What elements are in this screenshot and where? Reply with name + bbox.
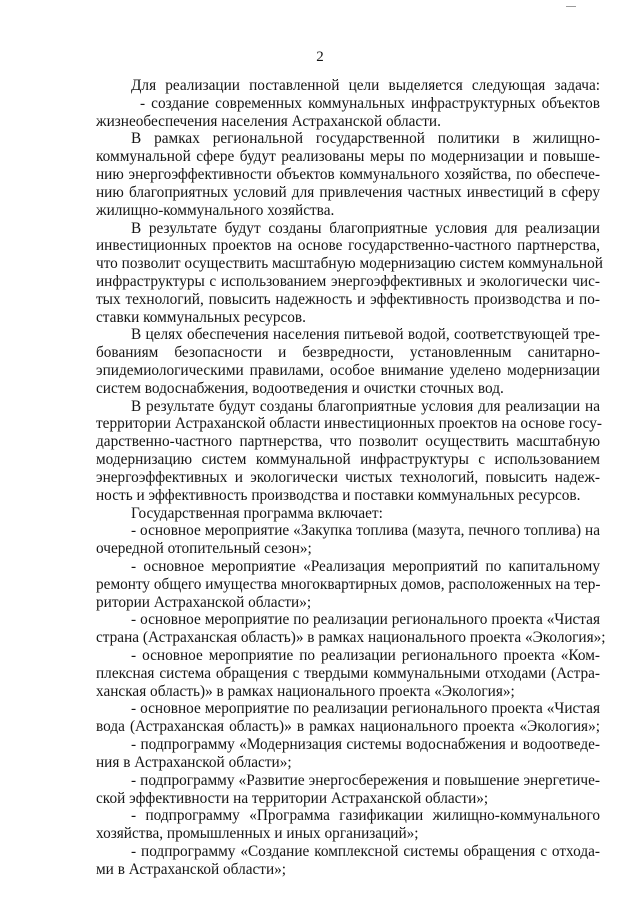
text-line: бованиям безопасности и безвредности, установленным санитарно-	[96, 344, 600, 362]
text-line: - подпрограмму «Модернизация системы водоснабжения и водоотведе-	[131, 736, 600, 754]
text-line: нию благоприятных условий для привлечения частных инвестиций в сферу	[96, 183, 600, 201]
text-line: - подпрограмму «Развитие энергосбережения и повышение энергетиче-	[131, 771, 600, 789]
text-line: хозяйства, промышленных и иных организаций»;	[96, 825, 419, 843]
text-line: - основное мероприятие по реализации регионального проекта «Чистая	[131, 700, 600, 718]
text-line: - подпрограмму «Создание комплексной системы обращения с отхода-	[131, 842, 600, 860]
text-line: вода (Астраханская область)» в рамках национального проекта «Экология»;	[96, 718, 600, 736]
text-line: В результате будут созданы благоприятные условия для реализации	[131, 219, 600, 237]
text-line: В целях обеспечения населения питьевой водой, соответствующей тре-	[131, 326, 600, 344]
text-line: ми в Астраханской области»;	[96, 860, 287, 878]
text-line: - основное мероприятие «Закупка топлива (мазута, печного топлива) на	[131, 522, 600, 540]
text-line: инвестиционных проектов на основе государственно-частного партнерства,	[96, 237, 600, 255]
text-line: В результате будут созданы благоприятные условия для реализации на	[131, 397, 600, 415]
scan-mark	[566, 6, 576, 7]
text-line: - создание современных коммунальных инфраструктурных объектов	[140, 94, 600, 112]
text-line: дарственно-частного партнерства, что позволит осуществить масштабную	[96, 433, 600, 451]
text-line: очередной отопительный сезон»;	[96, 540, 312, 558]
text-line: - подпрограмму «Программа газификации жилищно-коммунального	[131, 807, 600, 825]
text-line: систем водоснабжения, водоотведения и очистки сточных вод.	[96, 379, 504, 397]
text-line: В рамках региональной государственной политики в жилищно-	[131, 130, 600, 148]
text-line: ритории Астраханской области»;	[96, 593, 312, 611]
text-line: ставки коммунальных ресурсов.	[96, 308, 306, 326]
text-line: ской эффективности на территории Астраханской области»;	[96, 789, 489, 807]
text-line: - основное мероприятие по реализации регионального проекта «Чистая	[131, 611, 600, 629]
text-line: жизнеобеспечения населения Астраханской области.	[96, 112, 441, 130]
text-line: страна (Астраханская область)» в рамках национального проекта «Экология»;	[96, 629, 606, 647]
text-line: ханская область)» в рамках национального проекта «Экология»;	[96, 682, 515, 700]
text-line: жилищно-коммунального хозяйства.	[96, 201, 335, 219]
text-line: ремонту общего имущества многоквартирных домов, расположенных на тер-	[96, 575, 601, 593]
body-text	[96, 77, 606, 879]
text-line: Для реализации поставленной цели выделяется следующая задача:	[131, 77, 600, 94]
text-line: Государственная программа включает:	[131, 504, 383, 522]
text-line: энергоэффективных и экологически чистых технологий, повысить надеж-	[96, 468, 600, 486]
page-number: 2	[316, 49, 324, 65]
text-line: модернизацию систем коммунальной инфраструктуры с использованием	[96, 451, 600, 469]
text-line: ность и эффективность производства и поставки коммунальных ресурсов.	[96, 486, 581, 504]
text-line: что позволит осуществить масштабную модернизацию систем коммунальной	[96, 255, 603, 273]
text-line: - основное мероприятие «Реализация мероприятий по капитальному	[131, 557, 600, 575]
text-line: эпидемиологическими правилами, особое внимание уделено модернизации	[96, 362, 600, 379]
text-line: нию энергоэффективности объектов коммунального хозяйства, по обеспече-	[96, 166, 600, 184]
text-line: плексная система обращения с твердыми коммунальными отходами (Астра-	[96, 664, 600, 682]
text-line: ния в Астраханской области»;	[96, 753, 292, 771]
text-line: коммунальной сфере будут реализованы меры по модернизации и повыше-	[96, 148, 600, 166]
text-line: тых технологий, повысить надежность и эффективность производства и по-	[96, 290, 600, 308]
text-line: инфраструктуры с использованием энергоэффективных и экологически чис-	[96, 272, 600, 290]
text-line: территории Астраханской области инвестиционных проектов на основе госу-	[96, 415, 602, 433]
text-line: - основное мероприятие по реализации регионального проекта «Ком-	[131, 647, 600, 664]
